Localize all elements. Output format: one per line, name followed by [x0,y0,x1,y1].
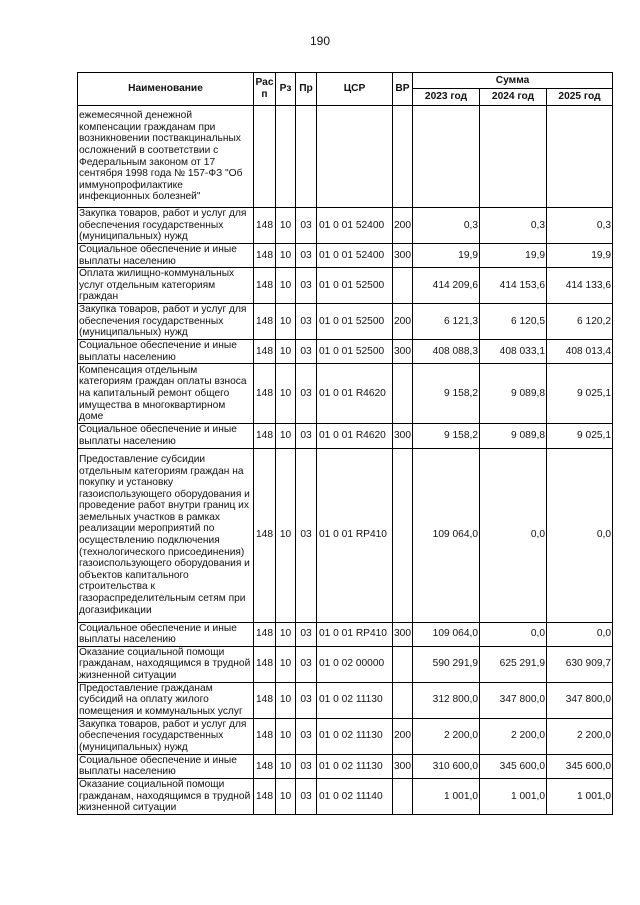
row-2024: 414 153,6 [480,268,547,304]
row-rz: 10 [276,268,296,304]
row-2024: 1 001,0 [480,778,547,814]
row-2024: 625 291,9 [480,646,547,682]
row-2025: 6 120,2 [547,304,613,340]
table-row [78,268,613,304]
row-csr: 01 0 02 11140 [317,778,393,814]
row-pr: 03 [296,622,317,646]
header-ras: Рас п [254,73,276,106]
row-2023: 6 121,3 [413,304,480,340]
row-ras: 148 [254,424,276,448]
row-vr: 300 [393,424,413,448]
row-pr: 03 [296,448,317,622]
row-2023: 312 800,0 [413,682,480,718]
table-row [78,448,613,622]
row-2023: 9 158,2 [413,424,480,448]
row-ras: 148 [254,646,276,682]
table-row [78,682,613,718]
row-rz: 10 [276,244,296,268]
row-2025: 0,0 [547,622,613,646]
row-2025: 9 025,1 [547,364,613,424]
row-name: ежемесячной денежной компенсации гражданам при возникновении поствакцинальных осложнений в соответствии с Федеральным законом от 17 сентября 1998 года № 157-ФЗ "Об иммунопрофилактике инфекционных болезней" [78,106,254,208]
table-row [78,646,613,682]
budget-table [77,72,613,815]
row-csr [317,106,393,208]
row-rz: 10 [276,340,296,364]
row-rz: 10 [276,622,296,646]
row-rz: 10 [276,778,296,814]
row-csr: 01 0 01 52400 [317,244,393,268]
row-2025: 345 600,0 [547,754,613,778]
row-2024: 19,9 [480,244,547,268]
row-pr [296,106,317,208]
row-csr: 01 0 01 52400 [317,208,393,244]
header-vr: ВР [393,73,413,106]
row-name: Предоставление субсидии отдельным категориям граждан на покупку и установку газоиспользующего оборудования и проведение работ внутри границ их земельных участков в рамках реализации мероприятий по осуществлению подключения (технологического присоединения) газоиспользующего оборудования и объектов капитального строительства к газораспределительным сетям при догазификации [78,448,254,622]
row-2024 [480,106,547,208]
row-ras: 148 [254,622,276,646]
row-2023: 1 001,0 [413,778,480,814]
row-vr: 200 [393,718,413,754]
row-2025: 9 025,1 [547,424,613,448]
header-pr: Пр [296,73,317,106]
row-2023: 590 291,9 [413,646,480,682]
row-2023: 408 088,3 [413,340,480,364]
row-vr: 200 [393,208,413,244]
row-ras: 148 [254,682,276,718]
row-vr [393,364,413,424]
row-2023: 2 200,0 [413,718,480,754]
table-row [78,304,613,340]
row-2024: 9 089,8 [480,364,547,424]
row-rz: 10 [276,754,296,778]
row-csr: 01 0 02 11130 [317,718,393,754]
row-ras: 148 [254,754,276,778]
row-vr [393,268,413,304]
row-vr: 300 [393,622,413,646]
row-ras: 148 [254,244,276,268]
row-vr: 300 [393,244,413,268]
row-rz: 10 [276,448,296,622]
row-csr: 01 0 01 R4620 [317,364,393,424]
row-2023: 9 158,2 [413,364,480,424]
row-csr: 01 0 01 RP410 [317,622,393,646]
row-pr: 03 [296,646,317,682]
row-2023: 109 064,0 [413,448,480,622]
header-2023: 2023 год [413,89,480,106]
header-csr: ЦСР [317,73,393,106]
row-2024: 9 089,8 [480,424,547,448]
row-name: Компенсация отдельным категориям граждан оплаты взноса на капитальный ремонт общего имущества в многоквартирном доме [78,364,254,424]
row-ras: 148 [254,340,276,364]
row-2025: 0,3 [547,208,613,244]
row-vr: 300 [393,754,413,778]
table-row [78,424,613,448]
row-2024: 6 120,5 [480,304,547,340]
row-name: Оплата жилищно-коммунальных услуг отдельным категориям граждан [78,268,254,304]
row-pr: 03 [296,340,317,364]
row-name: Закупка товаров, работ и услуг для обеспечения государственных (муниципальных) нужд [78,208,254,244]
header-2025: 2025 год [547,89,613,106]
row-csr: 01 0 01 R4620 [317,424,393,448]
row-2024: 0,3 [480,208,547,244]
row-rz: 10 [276,424,296,448]
row-csr: 01 0 01 RP410 [317,448,393,622]
row-name: Социальное обеспечение и иные выплаты населению [78,754,254,778]
row-name: Социальное обеспечение и иные выплаты населению [78,340,254,364]
row-2024: 0,0 [480,448,547,622]
row-2023: 310 600,0 [413,754,480,778]
table-row [78,340,613,364]
page-number: 190 [309,34,331,48]
row-pr: 03 [296,754,317,778]
row-pr: 03 [296,244,317,268]
row-2025: 630 909,7 [547,646,613,682]
row-name: Социальное обеспечение и иные выплаты населению [78,622,254,646]
row-2023: 19,9 [413,244,480,268]
header-rz: Рз [276,73,296,106]
row-vr: 300 [393,340,413,364]
row-csr: 01 0 01 52500 [317,340,393,364]
row-pr: 03 [296,208,317,244]
row-ras: 148 [254,268,276,304]
row-pr: 03 [296,718,317,754]
row-name: Оказание социальной помощи гражданам, находящимся в трудной жизненной ситуации [78,778,254,814]
row-ras: 148 [254,718,276,754]
row-name: Социальное обеспечение и иные выплаты населению [78,244,254,268]
row-vr: 200 [393,304,413,340]
row-2025: 2 200,0 [547,718,613,754]
row-2025: 408 013,4 [547,340,613,364]
row-2025: 414 133,6 [547,268,613,304]
header-2024: 2024 год [480,89,547,106]
row-2023: 0,3 [413,208,480,244]
row-rz [276,106,296,208]
row-csr: 01 0 01 52500 [317,304,393,340]
table-row [78,364,613,424]
row-vr [393,646,413,682]
row-ras: 148 [254,364,276,424]
row-name: Закупка товаров, работ и услуг для обеспечения государственных (муниципальных) нужд [78,304,254,340]
header-name: Наименование [78,73,254,106]
row-rz: 10 [276,304,296,340]
row-ras: 148 [254,304,276,340]
row-2024: 347 800,0 [480,682,547,718]
row-rz: 10 [276,718,296,754]
row-pr: 03 [296,778,317,814]
row-2023: 414 209,6 [413,268,480,304]
row-csr: 01 0 02 00000 [317,646,393,682]
row-2024: 408 033,1 [480,340,547,364]
row-name: Социальное обеспечение и иные выплаты населению [78,424,254,448]
row-ras: 148 [254,208,276,244]
row-rz: 10 [276,682,296,718]
row-2025: 0,0 [547,448,613,622]
row-csr: 01 0 01 52500 [317,268,393,304]
row-vr [393,682,413,718]
row-vr [393,448,413,622]
row-2023 [413,106,480,208]
row-csr: 01 0 02 11130 [317,754,393,778]
table-row [78,208,613,244]
row-csr: 01 0 02 11130 [317,682,393,718]
row-2024: 0,0 [480,622,547,646]
row-pr: 03 [296,268,317,304]
row-2024: 345 600,0 [480,754,547,778]
table-row [78,718,613,754]
table-row [78,754,613,778]
row-2024: 2 200,0 [480,718,547,754]
row-name: Предоставление гражданам субсидий на оплату жилого помещения и коммунальных услуг [78,682,254,718]
table-row [78,622,613,646]
row-name: Закупка товаров, работ и услуг для обеспечения государственных (муниципальных) нужд [78,718,254,754]
row-2025: 347 800,0 [547,682,613,718]
table-row [78,778,613,814]
row-pr: 03 [296,682,317,718]
row-rz: 10 [276,208,296,244]
header-sum: Сумма [413,73,613,89]
table-body [78,106,613,815]
row-vr [393,106,413,208]
row-ras: 148 [254,778,276,814]
table-row [78,244,613,268]
row-2023: 109 064,0 [413,622,480,646]
row-pr: 03 [296,364,317,424]
row-pr: 03 [296,304,317,340]
row-ras [254,106,276,208]
row-rz: 10 [276,364,296,424]
row-2025 [547,106,613,208]
row-rz: 10 [276,646,296,682]
row-vr [393,778,413,814]
row-ras: 148 [254,448,276,622]
row-2025: 19,9 [547,244,613,268]
table-row [78,106,613,208]
row-2025: 1 001,0 [547,778,613,814]
row-pr: 03 [296,424,317,448]
row-name: Оказание социальной помощи гражданам, находящимся в трудной жизненной ситуации [78,646,254,682]
